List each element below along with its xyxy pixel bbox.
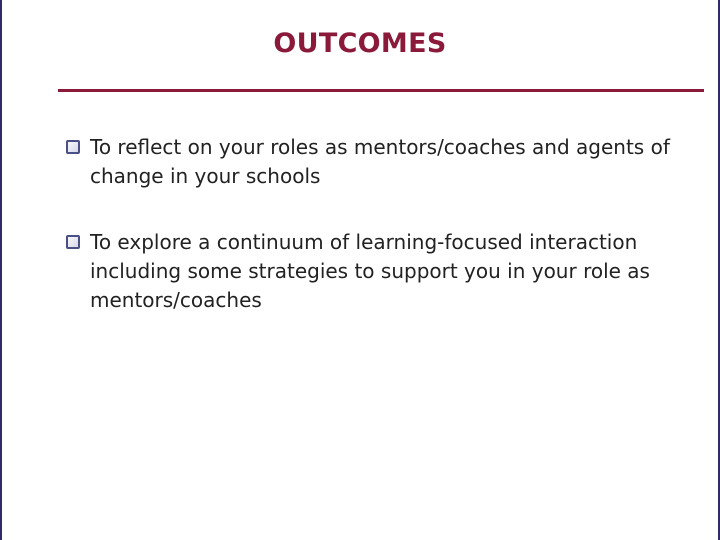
bullet-list [64, 133, 694, 352]
bullet-item [64, 133, 694, 191]
checkbox-icon [66, 140, 80, 154]
bullet-text: To explore a continuum of learning-focused interaction including some strategies to support you in your role as mentors/coaches [90, 230, 650, 312]
slide-title: OUTCOMES [273, 28, 447, 59]
bullet-item [64, 228, 694, 315]
bullet-text: To reflect on your roles as mentors/coaches and agents of change in your schools [90, 135, 670, 188]
checkbox-icon [66, 235, 80, 249]
title-divider [58, 89, 704, 92]
